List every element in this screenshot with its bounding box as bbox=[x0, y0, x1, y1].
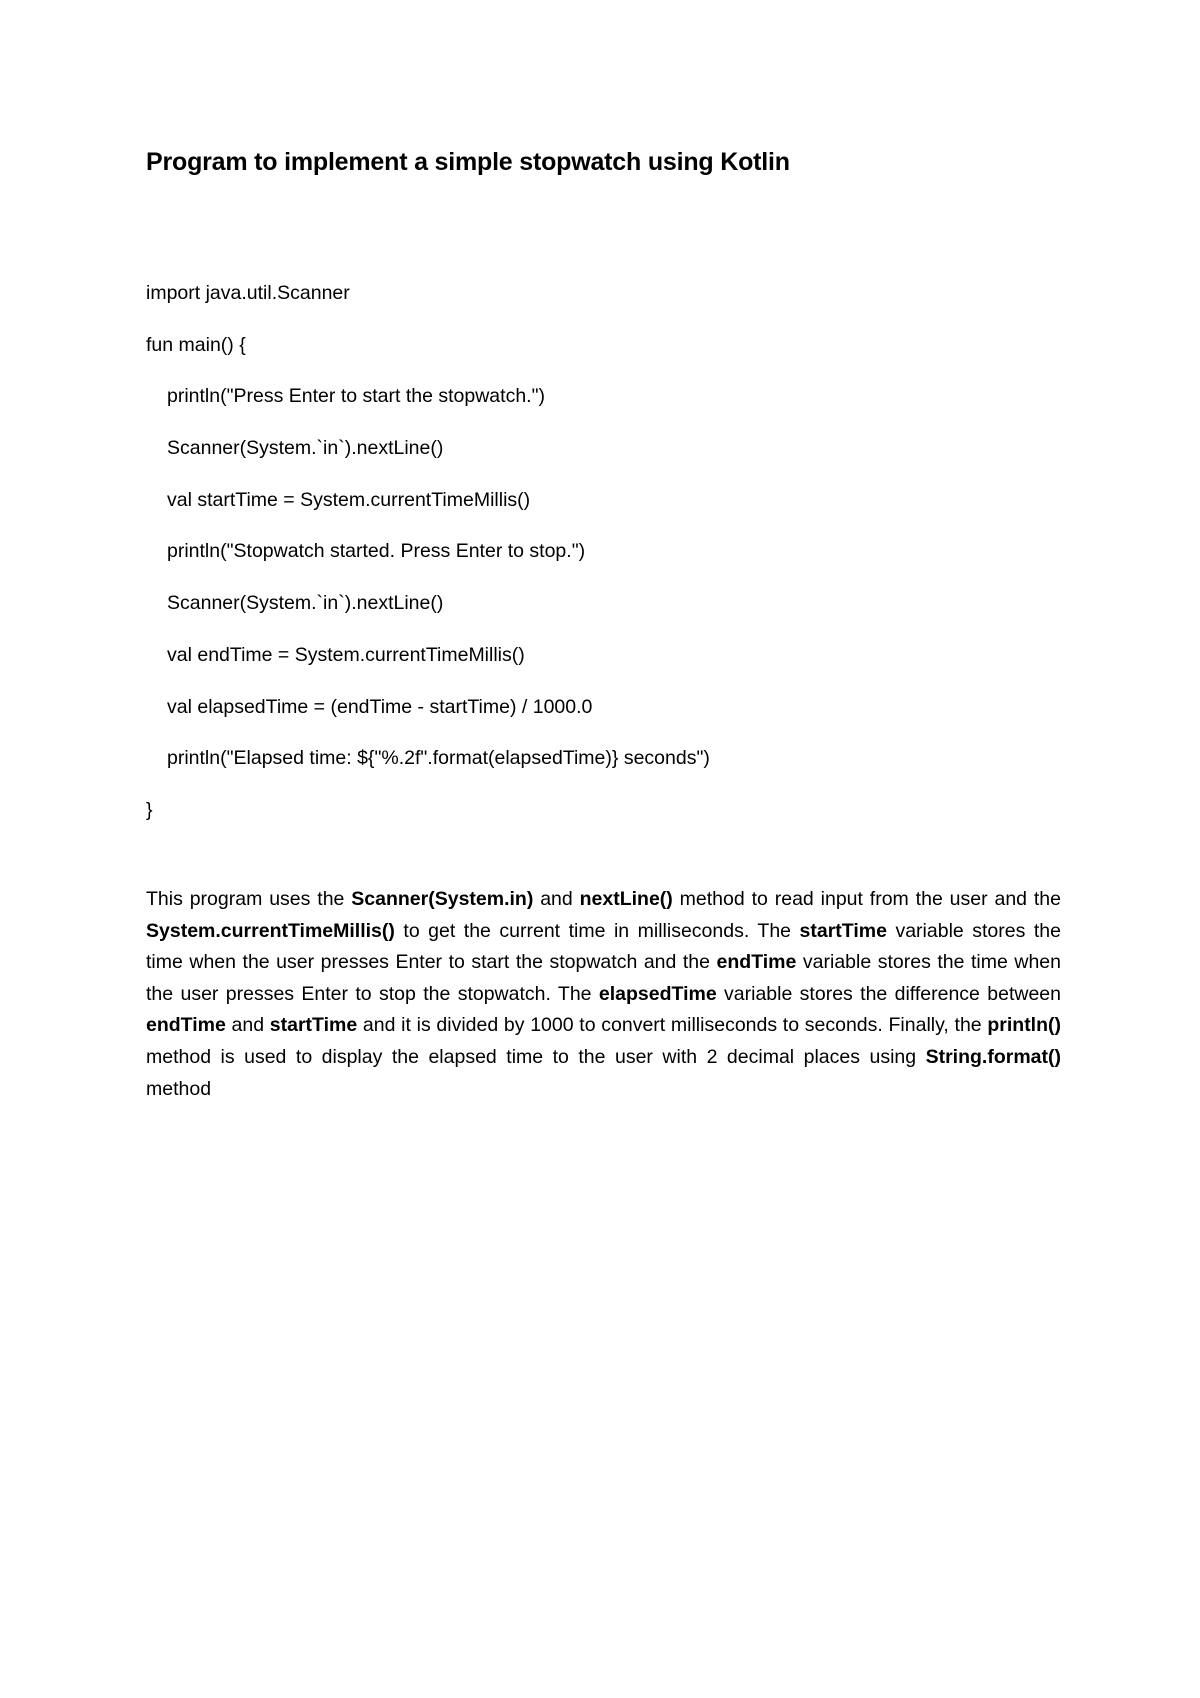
code-line: val endTime = System.currentTimeMillis() bbox=[167, 643, 525, 666]
explanation-text: method bbox=[146, 1077, 212, 1100]
document-title: Program to implement a simple stopwatch using Kotlin bbox=[146, 148, 790, 176]
explanation-text: variable stores the time when the user presses Enter to start the stopwatch and the bbox=[146, 919, 1061, 974]
code-line: println("Elapsed time: ${"%.2f".format(elapsedTime)} seconds") bbox=[167, 747, 710, 770]
explanation-text: and bbox=[533, 888, 580, 910]
explanation-text: This program uses the bbox=[146, 888, 352, 910]
code-line: import java.util.Scanner bbox=[146, 282, 350, 304]
explanation-text: to get the current time in milliseconds. The bbox=[394, 919, 800, 942]
code-line: println("Stopwatch started. Press Enter to stop.") bbox=[167, 540, 586, 563]
code-line: Scanner(System.`in`).nextLine() bbox=[167, 437, 444, 460]
explanation-term: startTime bbox=[799, 919, 887, 942]
explanation-paragraph bbox=[146, 884, 1061, 1105]
explanation-term: endTime bbox=[146, 1014, 226, 1037]
explanation-text: variable stores the difference between bbox=[716, 982, 1061, 1005]
explanation-text: and bbox=[225, 1014, 270, 1037]
code-line: val startTime = System.currentTimeMillis() bbox=[167, 488, 531, 511]
explanation-term: println() bbox=[987, 1014, 1061, 1037]
code-line: } bbox=[146, 798, 153, 821]
explanation-text: variable stores the time when the user presses Enter to stop the stopwatch. The bbox=[146, 951, 1061, 1005]
explanation-text: method is used to display the elapsed time to the user with 2 decimal places using bbox=[146, 1045, 926, 1068]
explanation-term: startTime bbox=[269, 1014, 358, 1037]
explanation-term: Scanner(System.in) bbox=[351, 888, 534, 910]
explanation-term: elapsedTime bbox=[598, 982, 717, 1005]
code-line: val elapsedTime = (endTime - startTime) / 1000.0 bbox=[167, 695, 593, 718]
code-line: fun main() { bbox=[146, 333, 246, 356]
code-line: Scanner(System.`in`).nextLine() bbox=[167, 592, 444, 615]
code-line: println("Press Enter to start the stopwatch.") bbox=[167, 385, 545, 408]
explanation-term: System.currentTimeMillis() bbox=[146, 919, 395, 942]
explanation-text: and it is divided by 1000 to convert milliseconds to seconds. Finally, the bbox=[357, 1014, 988, 1037]
explanation-text: method to read input from the user and the bbox=[672, 888, 1062, 910]
explanation-term: String.format() bbox=[925, 1045, 1061, 1068]
explanation-term: endTime bbox=[716, 951, 797, 974]
explanation-term: nextLine() bbox=[579, 888, 673, 910]
code-listing bbox=[146, 268, 1046, 837]
